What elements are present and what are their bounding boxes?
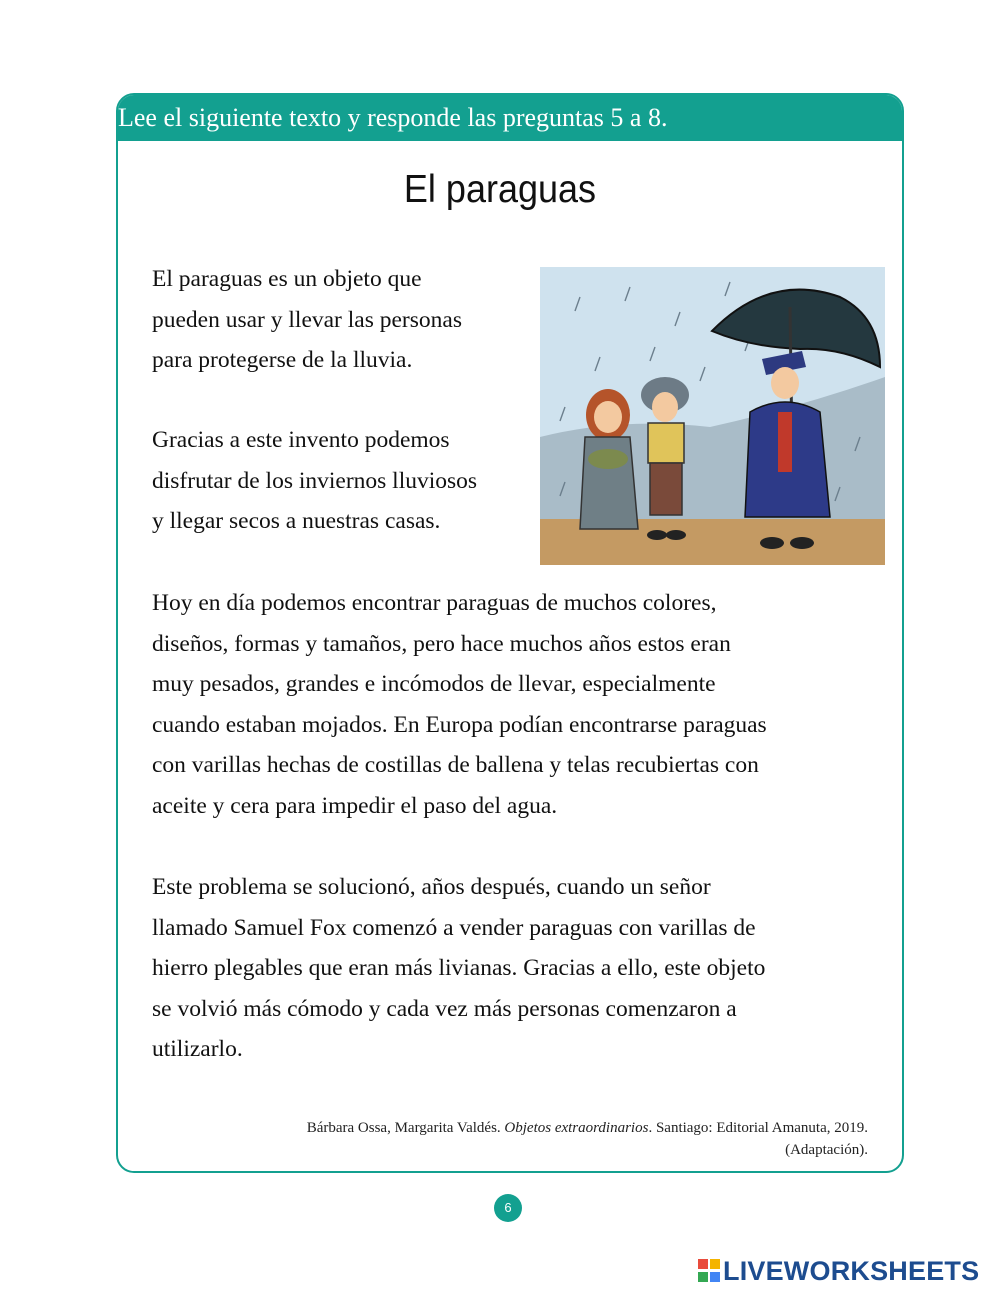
paragraph-line: pueden usar y llevar las personas [152, 306, 462, 333]
page-number: 6 [494, 1194, 522, 1222]
paragraph-line: utilizarlo. [152, 1036, 243, 1063]
paragraph-line: muy pesados, grandes e incómodos de llevar, especialmente [152, 671, 716, 698]
source-credit [307, 1117, 868, 1161]
liveworksheets-logo-icon [698, 1259, 720, 1283]
paragraph-line: disfrutar de los inviernos lluviosos [152, 467, 478, 494]
paragraph-line: hierro plegables que eran más livianas. Gracias a ello, este objeto [152, 955, 766, 982]
credit-book-title: Objetos extraordinarios [504, 1120, 649, 1136]
brand-name: LIVEWORKSHEETS [723, 1255, 980, 1286]
umbrella-illustration [540, 267, 885, 565]
credit-note: (Adaptación). [785, 1142, 868, 1158]
paragraph-line: Gracias a este invento podemos [152, 427, 450, 453]
paragraph-line: y llegar secos a nuestras casas. [152, 508, 441, 535]
paragraph-line: para protegerse de la lluvia. [152, 347, 413, 374]
article-title: El paraguas [403, 166, 597, 211]
paragraph-line: diseños, formas y tamaños, pero hace muchos años estos eran [152, 630, 731, 657]
paragraph-line: Hoy en día podemos encontrar paraguas de muchos colores, [152, 590, 717, 616]
credit-publisher: . Santiago: Editorial Amanuta, 2019. [648, 1120, 868, 1136]
paragraph-line: aceite y cera para impedir el paso del agua. [152, 792, 558, 819]
paragraph-line: cuando estaban mojados. En Europa podían encontrarse paraguas [152, 711, 767, 738]
paragraph-line: con varillas hechas de costillas de ballena y telas recubiertas con [152, 752, 759, 779]
paragraph-3 [152, 583, 882, 827]
instruction-header: Lee el siguiente texto y responde las preguntas 5 a 8. [118, 95, 902, 141]
paragraph-line: se volvió más cómodo y cada vez más personas comenzaron a [152, 995, 737, 1022]
paragraph-2 [152, 420, 537, 542]
paragraph-4 [152, 867, 882, 1070]
credit-authors: Bárbara Ossa, Margarita Valdés. [306, 1120, 505, 1136]
paragraph-line: llamado Samuel Fox comenzó a vender paraguas con varillas de [152, 914, 756, 941]
paragraph-1 [152, 259, 537, 381]
paragraph-line: Este problema se solucionó, años después, cuando un señor [152, 874, 711, 900]
paragraph-line: El paraguas es un objeto que [152, 266, 422, 292]
brand-footer[interactable] [698, 1256, 979, 1286]
